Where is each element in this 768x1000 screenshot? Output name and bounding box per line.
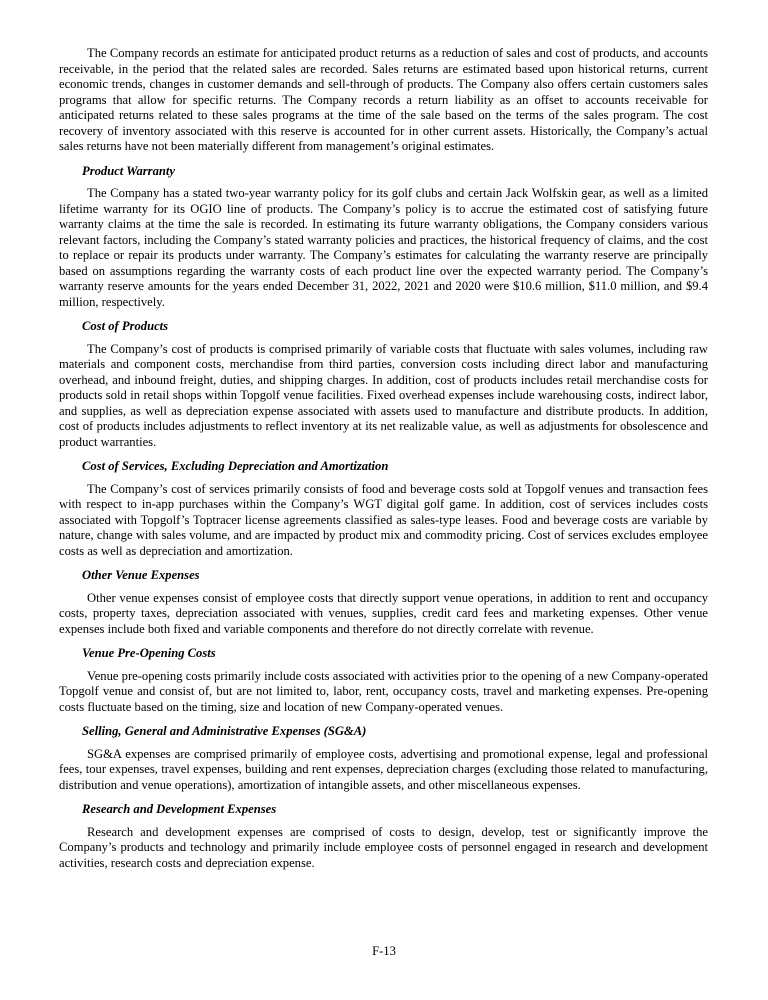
- heading-product-warranty: Product Warranty: [82, 163, 175, 178]
- paragraph-research-development: Research and development expenses are comprised of costs to design, develop, test or significantly improve the Company’s products and technology and primarily include employee costs of personnel engaged in research and development activities, research costs and depreciation expense.: [59, 824, 708, 870]
- heading-venue-pre-opening-costs: Venue Pre-Opening Costs: [82, 646, 216, 660]
- heading-other-venue-expenses: Other Venue Expenses: [82, 568, 200, 582]
- paragraph-cost-of-products: The Company’s cost of products is comprised primarily of variable costs that fluctuate with sales volumes, including raw materials and component costs, merchandise from third parties, conversion costs including direct labor and manufacturing overhead, and inbound freight, duties, and shipping charges. In addition, cost of products includes retail merchandise costs for products sold in retail shops within Topgolf venue facilities. Fixed overhead expenses include warehousing costs, indirect labor, and supplies, as well as depreciation expense associated with assets used to manufacture and distribute products. In addition, cost of products includes adjustments to reflect inventory at its net realizable value, as well as adjustments for obsolescence and product warranties.: [59, 341, 708, 449]
- paragraph-sales-returns: The Company records an estimate for anticipated product returns as a reduction of sales and cost of products, and accounts receivable, in the period that the related sales are recorded. Sales returns are estimated based upon historical returns, current economic trends, changes in customer demands and sell-through of products. The Company also offers certain customers sales programs that allow for specific returns. The Company records a return liability as an offset to accounts receivable for anticipated returns related to these sales programs at the time of the sale based on the terms of the sales program. The cost recovery of inventory associated with this reserve is accounted for in other current assets. Historically, the Company’s actual sales returns have not been materially different from management’s original estimates.: [59, 46, 708, 153]
- heading-cost-of-services: Cost of Services, Excluding Depreciation and Amortization: [82, 459, 389, 473]
- heading-research-development: Research and Development Expenses: [82, 802, 277, 816]
- page-number-footer: F-13: [372, 944, 396, 958]
- heading-sga-expenses: Selling, General and Administrative Expenses (SG&A): [82, 724, 367, 738]
- paragraph-other-venue-expenses: Other venue expenses consist of employee costs that directly support venue operations, in addition to rent and occupancy costs, property taxes, depreciation associated with venues, supplies, credit card fees and marketing expenses. Other venue expenses include both fixed and variable components and therefore do not directly correlate with revenue.: [59, 590, 708, 636]
- paragraph-product-warranty: The Company has a stated two-year warranty policy for its golf clubs and certain Jack Wolfskin gear, as well as a limited lifetime warranty for its OGIO line of products. The Company’s policy is to accrue the estimated cost of satisfying future warranty claims at the time the sale is recorded. In estimating its future warranty obligations, the Company considers various relevant factors, including the Company’s stated warranty policies and practices, the historical frequency of claims, and the cost to replace or repair its products under warranty. The Company’s estimates for calculating the warranty reserve are principally based on assumptions regarding the warranty costs of each product line over the expected warranty period. The Company’s warranty reserve amounts for the years ended December 31, 2022, 2021 and 2020 were $10.6 million, $11.0 million, and $9.4 million, respectively.: [59, 186, 708, 309]
- paragraph-venue-pre-opening-costs: Venue pre-opening costs primarily include costs associated with activities prior to the opening of a new Company-operated Topgolf venue and consist of, but are not limited to, labor, rent, occupancy costs, travel and marketing expenses. Pre-opening costs fluctuate based on the timing, size and location of new Company-operated venues.: [59, 668, 708, 714]
- paragraph-cost-of-services: The Company’s cost of services primarily consists of food and beverage costs sold at Topgolf venues and transaction fees with respect to in-app purchases within the Company’s WGT digital golf game. In addition, cost of services includes costs associated with Topgolf’s Toptracer license agreements classified as sales-type leases. Food and beverage costs are variable by nature, change with sales volume, and are impacted by product mix and commodity pricing. Cost of services excludes employee costs as well as depreciation and amortization.: [59, 481, 708, 558]
- paragraph-sga-expenses: SG&A expenses are comprised primarily of employee costs, advertising and promotional expense, legal and professional fees, tour expenses, travel expenses, building and rent expenses, depreciation charges (excluding those related to manufacturing, distribution and venue operations), amortization of intangible assets, and other miscellaneous expenses.: [59, 746, 708, 792]
- heading-cost-of-products: Cost of Products: [82, 319, 169, 333]
